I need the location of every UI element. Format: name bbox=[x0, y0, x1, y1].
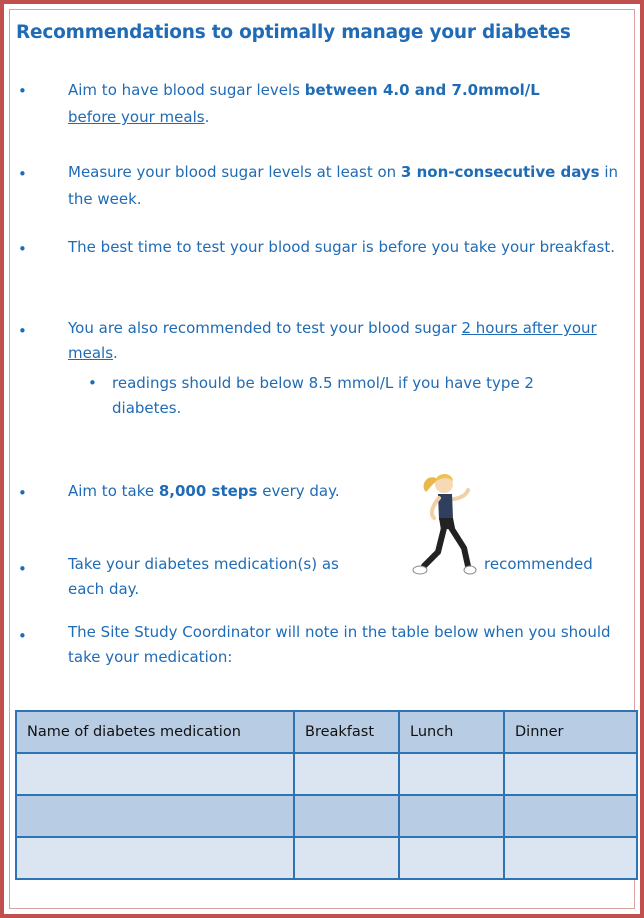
page-title: Recommendations to optimally manage your diabetes bbox=[16, 22, 571, 43]
bullet-3: • bbox=[18, 240, 27, 258]
column-header-lunch: Lunch bbox=[399, 711, 504, 753]
bullet-1: • bbox=[18, 82, 27, 100]
table-cell[interactable] bbox=[294, 837, 399, 879]
table-cell[interactable] bbox=[504, 837, 637, 879]
bullet-7: • bbox=[18, 627, 27, 645]
list-item-best-time: The best time to test your blood sugar is before you take your breakfast. bbox=[68, 238, 615, 256]
list-item-two-hours: You are also recommended to test your blood sugar 2 hours after your meals. bbox=[68, 319, 597, 362]
table-row bbox=[16, 837, 637, 879]
table-cell[interactable] bbox=[399, 795, 504, 837]
table-cell[interactable] bbox=[294, 753, 399, 795]
table-cell[interactable] bbox=[399, 837, 504, 879]
table-cell[interactable] bbox=[504, 753, 637, 795]
table-cell[interactable] bbox=[16, 753, 294, 795]
bullet-6: • bbox=[18, 560, 27, 578]
table-row bbox=[16, 753, 637, 795]
column-header-breakfast: Breakfast bbox=[294, 711, 399, 753]
table-cell[interactable] bbox=[294, 795, 399, 837]
table-row bbox=[16, 795, 637, 837]
bullet-2: • bbox=[18, 165, 27, 183]
bullet-5: • bbox=[18, 484, 27, 502]
list-item-steps: Aim to take 8,000 steps every day. bbox=[68, 482, 340, 500]
column-header-medication: Name of diabetes medication bbox=[16, 711, 294, 753]
list-item-measure-days: Measure your blood sugar levels at least on 3 non-consecutive days in the week. bbox=[68, 163, 619, 208]
bullet-4: • bbox=[18, 322, 27, 340]
sub-bullet: • bbox=[88, 374, 97, 392]
column-header-dinner: Dinner bbox=[504, 711, 637, 753]
table-cell[interactable] bbox=[16, 795, 294, 837]
sub-list-item-type2-reading: • readings should be below 8.5 mmol/L if you have type 2 diabetes. bbox=[88, 371, 608, 421]
list-item-coordinator-note: The Site Study Coordinator will note in the table below when you should take your medication: bbox=[68, 623, 611, 666]
table-header-row bbox=[16, 711, 637, 753]
table-cell[interactable] bbox=[504, 795, 637, 837]
list-item-medication: Take your diabetes medication(s) as recommended each day. bbox=[68, 555, 593, 598]
list-item-blood-sugar-range: Aim to have blood sugar levels between 4.0 and 7.0mmol/L before your meals. bbox=[68, 81, 540, 126]
table-cell[interactable] bbox=[16, 837, 294, 879]
table-cell[interactable] bbox=[399, 753, 504, 795]
medication-table bbox=[15, 710, 638, 880]
